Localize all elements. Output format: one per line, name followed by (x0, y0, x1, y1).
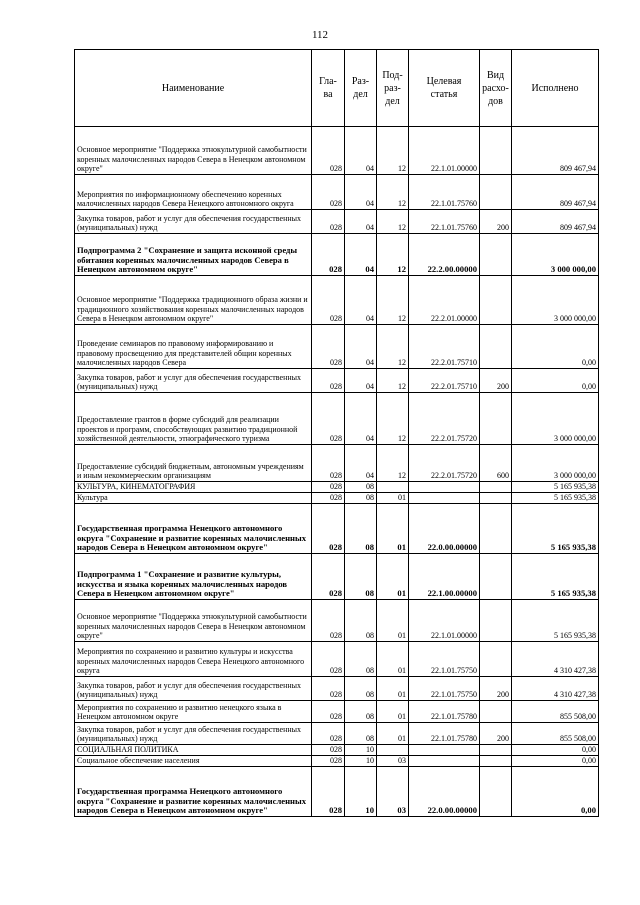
cell-name: Основное мероприятие "Поддержка традиционного образа жизни и традиционного хозяйствования коренных малочисленных народов Севера в Ненецком автономном округе" (75, 276, 312, 325)
cell-ispolneno: 855 508,00 (512, 701, 599, 723)
cell-statya: 22.2.01.00000 (409, 276, 480, 325)
cell-vid (480, 482, 512, 493)
cell-podrazdel: 03 (377, 767, 409, 817)
cell-podrazdel: 12 (377, 175, 409, 210)
cell-podrazdel: 01 (377, 504, 409, 554)
budget-execution-table (74, 49, 599, 817)
cell-statya: 22.1.00.00000 (409, 554, 480, 600)
cell-name: Государственная программа Ненецкого автономного округа "Сохранение и развитие коренных малочисленных народов Севера в Ненецком автономном округе" (75, 767, 312, 817)
cell-ispolneno: 5 165 935,38 (512, 493, 599, 504)
cell-glava: 028 (312, 745, 345, 756)
cell-vid (480, 642, 512, 677)
header-row (75, 50, 599, 127)
cell-ispolneno: 0,00 (512, 745, 599, 756)
cell-statya: 22.2.01.75710 (409, 369, 480, 393)
cell-name: Закупка товаров, работ и услуг для обеспечения государственных (муниципальных) нужд (75, 210, 312, 234)
header-vid: Вид расхо- дов (480, 50, 512, 127)
cell-ispolneno: 5 165 935,38 (512, 504, 599, 554)
cell-name: Культура (75, 493, 312, 504)
table-row (75, 393, 599, 445)
cell-podrazdel: 01 (377, 677, 409, 701)
cell-razdel: 08 (345, 600, 377, 642)
cell-podrazdel: 12 (377, 210, 409, 234)
cell-ispolneno: 3 000 000,00 (512, 393, 599, 445)
table-row (75, 600, 599, 642)
cell-glava: 028 (312, 276, 345, 325)
header-razdel: Раз- дел (345, 50, 377, 127)
cell-razdel: 08 (345, 504, 377, 554)
cell-razdel: 08 (345, 723, 377, 745)
cell-ispolneno: 0,00 (512, 369, 599, 393)
cell-vid: 200 (480, 369, 512, 393)
cell-ispolneno: 0,00 (512, 767, 599, 817)
table-row (75, 369, 599, 393)
cell-name: Проведение семинаров по правовому информированию и правовому просвещению для представителей общин коренных малочисленных народов Севера (75, 325, 312, 369)
cell-name: Социальное обеспечение населения (75, 756, 312, 767)
cell-podrazdel: 12 (377, 127, 409, 175)
cell-ispolneno: 0,00 (512, 325, 599, 369)
table-row (75, 445, 599, 482)
table-row (75, 701, 599, 723)
cell-vid (480, 127, 512, 175)
cell-ispolneno: 4 310 427,38 (512, 642, 599, 677)
cell-statya: 22.2.01.75710 (409, 325, 480, 369)
cell-ispolneno: 4 310 427,38 (512, 677, 599, 701)
cell-glava: 028 (312, 554, 345, 600)
header-podrazdel: Под- раз- дел (377, 50, 409, 127)
cell-vid (480, 393, 512, 445)
cell-razdel: 08 (345, 493, 377, 504)
cell-ispolneno: 855 508,00 (512, 723, 599, 745)
cell-vid: 600 (480, 445, 512, 482)
cell-razdel: 04 (345, 393, 377, 445)
table-row (75, 504, 599, 554)
cell-vid (480, 756, 512, 767)
cell-podrazdel: 12 (377, 369, 409, 393)
table-row (75, 175, 599, 210)
cell-vid (480, 234, 512, 276)
cell-statya: 22.1.01.75780 (409, 701, 480, 723)
cell-razdel: 04 (345, 369, 377, 393)
cell-podrazdel (377, 745, 409, 756)
cell-podrazdel: 12 (377, 276, 409, 325)
cell-ispolneno: 5 165 935,38 (512, 554, 599, 600)
cell-ispolneno: 809 467,94 (512, 210, 599, 234)
cell-name: Подпрограмма 1 "Сохранение и развитие культуры, искусства и языка коренных малочисленных народов Севера в Ненецком автономном округе" (75, 554, 312, 600)
cell-podrazdel: 03 (377, 756, 409, 767)
cell-podrazdel: 01 (377, 554, 409, 600)
cell-podrazdel: 01 (377, 600, 409, 642)
cell-statya (409, 493, 480, 504)
cell-razdel: 08 (345, 677, 377, 701)
cell-glava: 028 (312, 369, 345, 393)
cell-statya: 22.1.01.00000 (409, 600, 480, 642)
cell-name: КУЛЬТУРА, КИНЕМАТОГРАФИЯ (75, 482, 312, 493)
table-row (75, 210, 599, 234)
cell-glava: 028 (312, 234, 345, 276)
cell-name: Мероприятия по сохранению и развитию ненецкого языка в Ненецком автономном округе (75, 701, 312, 723)
cell-name: Государственная программа Ненецкого автономного округа "Сохранение и развитие коренных малочисленных народов Севера в Ненецком автономном округе" (75, 504, 312, 554)
cell-razdel: 08 (345, 701, 377, 723)
cell-podrazdel: 12 (377, 325, 409, 369)
cell-glava: 028 (312, 677, 345, 701)
cell-razdel: 04 (345, 234, 377, 276)
cell-vid (480, 600, 512, 642)
cell-razdel: 04 (345, 445, 377, 482)
cell-name: Мероприятия по сохранению и развитию культуры и искусства коренных малочисленных народов Севера Ненецкого автономного округа (75, 642, 312, 677)
cell-vid: 200 (480, 723, 512, 745)
cell-glava: 028 (312, 642, 345, 677)
table-row (75, 493, 599, 504)
table-row (75, 642, 599, 677)
cell-ispolneno: 3 000 000,00 (512, 276, 599, 325)
cell-podrazdel: 01 (377, 493, 409, 504)
cell-razdel: 10 (345, 767, 377, 817)
cell-vid: 200 (480, 210, 512, 234)
cell-podrazdel: 01 (377, 723, 409, 745)
header-glava: Гла- ва (312, 50, 345, 127)
page-number: 112 (311, 29, 329, 41)
cell-razdel: 08 (345, 482, 377, 493)
cell-statya: 22.1.01.75750 (409, 642, 480, 677)
cell-razdel: 04 (345, 325, 377, 369)
cell-statya: 22.2.01.75720 (409, 393, 480, 445)
table-row (75, 234, 599, 276)
table-row (75, 745, 599, 756)
cell-glava: 028 (312, 723, 345, 745)
cell-name: Предоставление субсидий бюджетным, автономным учреждениям и иным некоммерческим организациям (75, 445, 312, 482)
cell-statya: 22.1.01.75780 (409, 723, 480, 745)
cell-statya: 22.2.01.75720 (409, 445, 480, 482)
cell-podrazdel: 12 (377, 393, 409, 445)
cell-podrazdel: 01 (377, 642, 409, 677)
cell-name: Подпрограмма 2 "Сохранение и защита исконной среды обитания коренных малочисленных народов Севера в Ненецком автономном округе" (75, 234, 312, 276)
cell-name: Основное мероприятие "Поддержка этнокультурной самобытности коренных малочисленных народов Севера в Ненецком автономном округе" (75, 600, 312, 642)
cell-statya: 22.0.00.00000 (409, 504, 480, 554)
header-ispolneno: Исполнено (512, 50, 599, 127)
cell-ispolneno: 0,00 (512, 756, 599, 767)
cell-glava: 028 (312, 210, 345, 234)
cell-glava: 028 (312, 393, 345, 445)
cell-glava: 028 (312, 767, 345, 817)
table-row (75, 756, 599, 767)
cell-podrazdel: 12 (377, 445, 409, 482)
cell-name: Основное мероприятие "Поддержка этнокультурной самобытности коренных малочисленных народов Севера в Ненецком автономном округе" (75, 127, 312, 175)
cell-statya (409, 756, 480, 767)
cell-vid (480, 701, 512, 723)
cell-glava: 028 (312, 175, 345, 210)
header-statya: Целевая статья (409, 50, 480, 127)
cell-podrazdel: 12 (377, 234, 409, 276)
cell-ispolneno: 809 467,94 (512, 175, 599, 210)
table-row (75, 276, 599, 325)
cell-statya: 22.1.01.75750 (409, 677, 480, 701)
cell-podrazdel (377, 482, 409, 493)
cell-ispolneno: 809 467,94 (512, 127, 599, 175)
cell-razdel: 04 (345, 127, 377, 175)
cell-vid (480, 554, 512, 600)
table-row (75, 723, 599, 745)
cell-razdel: 10 (345, 756, 377, 767)
cell-glava: 028 (312, 325, 345, 369)
cell-glava: 028 (312, 127, 345, 175)
cell-statya: 22.1.01.75760 (409, 210, 480, 234)
cell-glava: 028 (312, 504, 345, 554)
cell-statya: 22.2.00.00000 (409, 234, 480, 276)
cell-name: СОЦИАЛЬНАЯ ПОЛИТИКА (75, 745, 312, 756)
cell-podrazdel: 01 (377, 701, 409, 723)
cell-statya (409, 745, 480, 756)
cell-name: Закупка товаров, работ и услуг для обеспечения государственных (муниципальных) нужд (75, 677, 312, 701)
cell-statya: 22.1.01.00000 (409, 127, 480, 175)
cell-glava: 028 (312, 482, 345, 493)
cell-vid (480, 276, 512, 325)
cell-vid (480, 504, 512, 554)
cell-vid (480, 745, 512, 756)
cell-vid (480, 325, 512, 369)
cell-vid (480, 767, 512, 817)
cell-razdel: 04 (345, 210, 377, 234)
cell-name: Мероприятия по информационному обеспечению коренных малочисленных народов Севера Ненецкого автономного округа (75, 175, 312, 210)
header-name: Наименование (75, 50, 312, 127)
table-row (75, 554, 599, 600)
table-row (75, 127, 599, 175)
cell-name: Закупка товаров, работ и услуг для обеспечения государственных (муниципальных) нужд (75, 369, 312, 393)
table-row (75, 767, 599, 817)
cell-glava: 028 (312, 445, 345, 482)
cell-statya (409, 482, 480, 493)
cell-razdel: 08 (345, 642, 377, 677)
cell-razdel: 04 (345, 175, 377, 210)
cell-statya: 22.1.01.75760 (409, 175, 480, 210)
cell-vid (480, 493, 512, 504)
cell-glava: 028 (312, 493, 345, 504)
cell-name: Предоставление грантов в форме субсидий для реализации проектов и программ, способствующих развитию традиционной хозяйственной деятельности, этнографического туризма (75, 393, 312, 445)
cell-glava: 028 (312, 756, 345, 767)
cell-razdel: 10 (345, 745, 377, 756)
cell-razdel: 08 (345, 554, 377, 600)
cell-glava: 028 (312, 600, 345, 642)
cell-ispolneno: 5 165 935,38 (512, 482, 599, 493)
cell-vid (480, 175, 512, 210)
cell-glava: 028 (312, 701, 345, 723)
table-row (75, 677, 599, 701)
cell-ispolneno: 3 000 000,00 (512, 445, 599, 482)
cell-vid: 200 (480, 677, 512, 701)
cell-ispolneno: 5 165 935,38 (512, 600, 599, 642)
cell-ispolneno: 3 000 000,00 (512, 234, 599, 276)
table-row (75, 482, 599, 493)
cell-name: Закупка товаров, работ и услуг для обеспечения государственных (муниципальных) нужд (75, 723, 312, 745)
table-row (75, 325, 599, 369)
cell-razdel: 04 (345, 276, 377, 325)
cell-statya: 22.0.00.00000 (409, 767, 480, 817)
